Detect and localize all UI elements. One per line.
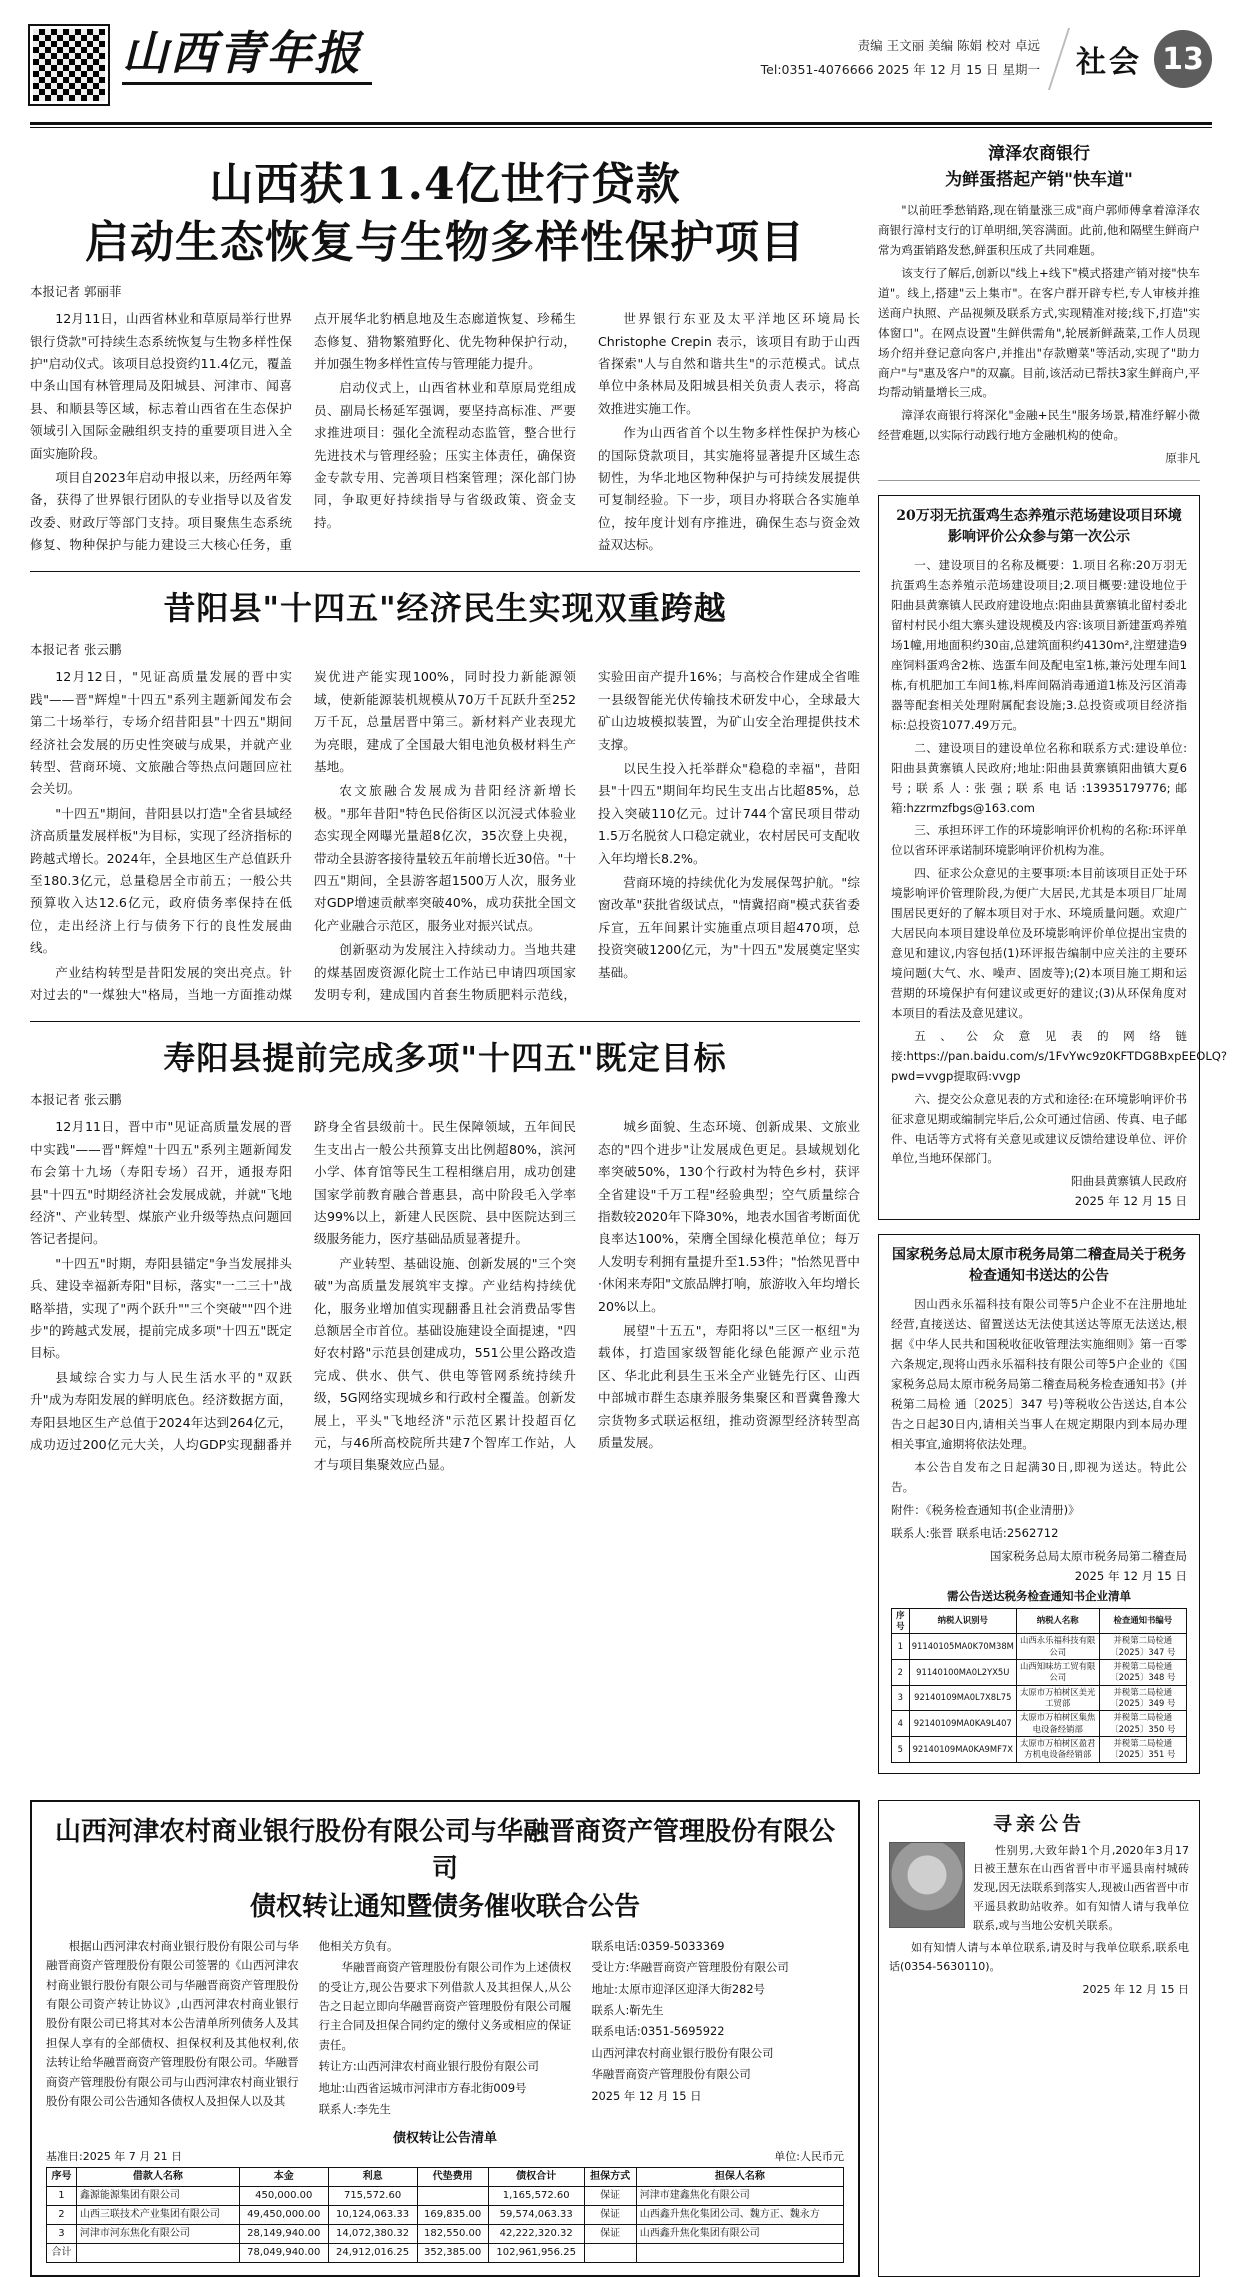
story2-body bbox=[30, 666, 860, 1006]
qr-code-icon[interactable] bbox=[30, 26, 108, 104]
cell: 太原市万柏树区美光工贸部 bbox=[1016, 1685, 1099, 1711]
bottom-ad-title-line1: 山西河津农村商业银行股份有限公司与华融晋商资产管理股份有限公司 bbox=[54, 1816, 835, 1885]
notice2-title: 国家税务总局太原市税务局第二稽查局关于税务检查通知书送达的公告 bbox=[892, 1247, 1186, 1285]
cell: 92140109MA0KA9L407 bbox=[909, 1711, 1016, 1737]
cell bbox=[636, 2244, 843, 2263]
newspaper-title: 山西青年报 bbox=[122, 26, 362, 80]
cell: 1,165,572.60 bbox=[488, 2187, 584, 2206]
notice2-date: 2025 年 12 月 15 日 bbox=[1074, 1568, 1187, 1583]
contact-phone: 联系电话:0359-5033369 bbox=[591, 1938, 725, 1953]
cell: 169,835.00 bbox=[417, 2206, 488, 2225]
paragraph: 12月12日，"见证高质量发展的晋中实践"——晋"辉煌"十四五"系列主题新闻发布会第二十场举行，专场介绍昔阳县"十四五"期间经济社会发展的历史性突破与成果，并就产业转型、营商环境、文旅融合等热点问题回应社会关切。 bbox=[30, 669, 292, 797]
cell: 2 bbox=[47, 2206, 77, 2225]
cell: 3 bbox=[892, 1685, 910, 1711]
paragraph: 营商环境的持续优化为发展保驾护航。"综窗改革"获批省级试点，"情冀招商"模式获省委斥宣，五年间累计实施重点项目超470项，总投资突破1200亿元，为"十四五"发展奠定坚实基础。 bbox=[598, 875, 860, 980]
ad1-title-line1: 漳泽农商银行 bbox=[988, 144, 1090, 164]
cell: 10,124,063.33 bbox=[328, 2206, 417, 2225]
cell: 92140109MA0KA9MF7X bbox=[909, 1737, 1016, 1763]
notice2-contact: 联系人:张晋 联系电话:2562712 bbox=[891, 1525, 1059, 1540]
cell: 78,049,940.00 bbox=[239, 2244, 328, 2263]
table-header-row bbox=[892, 1608, 1187, 1634]
col-taxid: 纳税人识别号 bbox=[909, 1608, 1016, 1634]
cell: 1 bbox=[892, 1634, 910, 1660]
cell: 鑫源能源集团有限公司 bbox=[76, 2187, 239, 2206]
notice-tax-bureau bbox=[878, 1234, 1200, 1773]
section-divider bbox=[30, 571, 860, 572]
table-row bbox=[47, 2187, 844, 2206]
paragraph: 二、建设项目的建设单位名称和联系方式:建设单位:阳曲县黄寨镇人民政府;地址:阳曲县黄寨镇阳曲镇大夏6号;联系人:张强;联系电话:13935179776;邮箱:hzzrmzfbgs@163.com bbox=[891, 740, 1187, 815]
masthead-meta bbox=[761, 22, 1058, 82]
cell: 河津市建鑫焦化有限公司 bbox=[636, 2187, 843, 2206]
ad-zhangze-bank bbox=[878, 142, 1200, 466]
table-row bbox=[892, 1634, 1187, 1660]
page-title bbox=[30, 156, 860, 272]
col-guarantee-type: 担保方式 bbox=[584, 2168, 636, 2187]
find-title: 寻亲公告 bbox=[992, 1812, 1085, 1835]
col-index: 序号 bbox=[47, 2168, 77, 2187]
cell: 太原市万柏树区集焦电设备经销部 bbox=[1016, 1711, 1099, 1737]
paragraph: 三、承担环评工作的环境影响评价机构的名称:环评单位以省环评承诺制环境影响评价机构为准。 bbox=[891, 823, 1187, 858]
notice1-signer: 阳曲县黄寨镇人民政府 bbox=[1071, 1174, 1187, 1189]
contact-person: 联系人:李先生 bbox=[318, 2101, 391, 2116]
find-contact: 如有知情人请与本单位联系,请及时与我单位联系,联系电话(0354-5630110)。 bbox=[889, 1941, 1189, 1973]
cell: 715,572.60 bbox=[328, 2187, 417, 2206]
col-name: 纳税人名称 bbox=[1016, 1608, 1099, 1634]
paragraph: 项目自2023年启动申报以来，历经两年筹备，获得了世界银行团队的专业指导以及省发改委、财政厅等部门支持。项目聚焦生态系统修复、物种保护与能力建设三大核心任务，重点开展华北豹栖息地及生态廊道恢复、珍稀生态修复、猎物繁殖野化、优先物种保护行动，并加强生物多样性宣传与管理能力提升。 bbox=[30, 311, 576, 553]
article-xiyang bbox=[30, 586, 860, 1007]
tax-company-table bbox=[891, 1608, 1187, 1763]
editors-line: 责编 王文丽 美编 陈娟 校对 卓远 bbox=[857, 38, 1040, 53]
section-block bbox=[1058, 22, 1212, 90]
cell: 保证 bbox=[584, 2206, 636, 2225]
ad1-title bbox=[878, 142, 1200, 193]
table-row bbox=[892, 1711, 1187, 1737]
cell: 并税第二局检通〔2025〕348 号 bbox=[1099, 1660, 1186, 1686]
ad-date: 2025 年 12 月 15 日 bbox=[591, 2088, 702, 2103]
bottom-section bbox=[30, 1800, 1212, 2277]
find-body bbox=[889, 1842, 1189, 1935]
notice2-body bbox=[891, 1295, 1187, 1543]
table-header-row bbox=[47, 2168, 844, 2187]
paragraph: 华融晋商资产管理股份有限公司作为上述债权的受让方,现公告要求下列借款人及其担保人,从公告之日起立即向华融晋商资产管理股份有限公司履行主合同及担保合同约定的缴付义务或相应的保证责任。 bbox=[318, 1960, 572, 2052]
table-row bbox=[47, 2206, 844, 2225]
article-shouyang bbox=[30, 1036, 860, 1477]
paragraph: 因山西永乐福科技有限公司等5户企业不在注册地址经营,直接送达、留置送达无法使其送达等原无法送达,根据《中华人民共和国税收征收管理法实施细则》第一百零六条规定,现将山西永乐福科技有限公司等5户企业的《国家税务总局太原市税务局第二稽查局税务检查通知书》(并税第二局检 通〔2025〕347 号)等税收公告送达,自本公告之日起30日内,请相关当事人在规定期限内到本局办理相关事宜,逾期将依法处理。 bbox=[891, 1297, 1187, 1451]
table-row bbox=[892, 1737, 1187, 1763]
notice2-appendix: 附件：《税务检查通知书(企业清册)》 bbox=[891, 1502, 1080, 1517]
cell: 1 bbox=[47, 2187, 77, 2206]
logo-rule bbox=[122, 82, 372, 85]
page-number-badge: 13 bbox=[1154, 30, 1212, 88]
ad-debt-transfer bbox=[30, 1800, 860, 2277]
cell: 59,574,063.33 bbox=[488, 2206, 584, 2225]
cell: 5 bbox=[892, 1737, 910, 1763]
notice-find-relatives bbox=[878, 1800, 1200, 2277]
base-date: 基准日:2025 年 7 月 21 日 bbox=[46, 2150, 183, 2164]
table-row bbox=[892, 1685, 1187, 1711]
table-row bbox=[47, 2225, 844, 2244]
child-photo bbox=[889, 1842, 965, 1928]
paragraph: 漳泽农商银行将深化"金融+民生"服务场景,精准纾解小微经营难题,以实际行动践行地方金融机构的使命。 bbox=[878, 408, 1200, 443]
cell: 42,222,320.32 bbox=[488, 2225, 584, 2244]
notice-environmental-assessment bbox=[878, 495, 1228, 1220]
list-meta bbox=[46, 2148, 844, 2164]
paragraph: 以民生投入托举群众"稳稳的幸福"，昔阳县"十四五"期间年均民生支出占比超85%，总投入突破110亿元。过计744个富民项目带动1.5万名脱贫人口稳定就业，农村居民可支配收入年均增长8.2%。 bbox=[598, 761, 860, 866]
col-borrower: 借款人名称 bbox=[76, 2168, 239, 2187]
cell: 2 bbox=[892, 1660, 910, 1686]
ad1-sign: 原非凡 bbox=[1165, 451, 1200, 466]
cell: 91140100MA0L2YX5U bbox=[909, 1660, 1016, 1686]
notice2-unit: 国家税务总局太原市税务局第二稽查局 bbox=[989, 1548, 1187, 1563]
cell: 450,000.00 bbox=[239, 2187, 328, 2206]
cell bbox=[76, 2244, 239, 2263]
section-divider bbox=[30, 1021, 860, 1022]
story2-byline: 本报记者 张云鹏 bbox=[30, 642, 122, 658]
section-name: 社会 bbox=[1076, 45, 1142, 80]
story3-body bbox=[30, 1116, 860, 1477]
transferee-address: 地址:太原市迎泽区迎泽大街282号 bbox=[591, 1981, 765, 1996]
right-column bbox=[878, 142, 1228, 1788]
cell: 182,550.00 bbox=[417, 2225, 488, 2244]
currency-unit: 单位:人民币元 bbox=[774, 2150, 844, 2164]
paragraph: 该支行了解后,创新以"线上+线下"模式搭建产销对接"快车道"。线上,搭建"云上集市"。在客户群开辟专栏,专人审核并推送商户执照、产品视频及联系方式,实现精准对接;线下,打造"实体窗口"。在网点设置"生鲜供需角",轮展新鲜蔬菜,工作人员现场介绍并登记意向客户,并推出"存款赠菜"等活动,实现了"助力商户"与"惠及客户"的双赢。目前,该活动已帮扶3家生鲜商户,平均帮动销量增长三成。 bbox=[878, 265, 1200, 400]
cell: 河津市河东焦化有限公司 bbox=[76, 2225, 239, 2244]
cell: 102,961,956.25 bbox=[488, 2244, 584, 2263]
transferee: 受让方:华融晋商资产管理股份有限公司 bbox=[591, 1960, 789, 1975]
contact-line: Tel:0351-4076666 2025 年 12 月 15 日 星期一 bbox=[760, 61, 1040, 77]
cell: 山西知味坊工贸有限公司 bbox=[1016, 1660, 1099, 1686]
paragraph: 四、征求公众意见的主要事项:本目前该项目正处于环境影响评价管理阶段,为便广大居民,尤其是本项目厂址周围居民更好的了解本项目对于水、环境质量问题。欢迎广大居民向本项目建设单位及环境影响评价单位提出宝贵的意见和建议,内容包括(1)环评报告编制中应关注的主要环境问题(大气、水、噪声、固废等);(2)本项目施工期和运营期的环境保护有何建议或更好的建议;(3)从环保角度对本项目的看法及意见建议。 bbox=[891, 866, 1187, 1020]
cell: 14,072,380.32 bbox=[328, 2225, 417, 2244]
transferee-phone: 联系电话:0351-5695922 bbox=[591, 2024, 725, 2039]
cell: 山西永乐福科技有限公司 bbox=[1016, 1634, 1099, 1660]
cell: 49,450,000.00 bbox=[239, 2206, 328, 2225]
cell: 并税第二局检通〔2025〕347 号 bbox=[1099, 1634, 1186, 1660]
masthead bbox=[30, 22, 1212, 118]
cell: 并税第二局检通〔2025〕351 号 bbox=[1099, 1737, 1186, 1763]
ad1-title-line2: 为鲜蛋搭起产销"快车道" bbox=[945, 169, 1133, 190]
right-divider bbox=[878, 480, 1200, 481]
lead-title-line1: 山西获11.4亿世行贷款 bbox=[209, 159, 681, 210]
paragraph: "十四五"期间，昔阳县以打造"全省县域经济高质量发展样板"为目标，实现了经济指标的跨越式增长。2024年，全县地区生产总值跃升至180.3亿元，总量稳居全市前五；一般公共预算收入达12.6亿元，政府债务率保持在低位，走出经济上行与债务下行的良性发展曲线。 bbox=[30, 805, 292, 956]
cell: 4 bbox=[892, 1711, 910, 1737]
find-text: 性别男,大致年龄1个月,2020年3月17日被王慧东在山西省晋中市平遥县南村城砖发现,因无法联系到落实人,现被山西省晋中市平遥县救助站收养。如有知情人请与我单位联系,或与当地公安机关联系。 bbox=[973, 1843, 1189, 1932]
cell: 3 bbox=[47, 2225, 77, 2244]
list-title: 债权转让公告清单 bbox=[392, 2131, 497, 2147]
cell: 太原市万柏树区盈君方机电设备经销部 bbox=[1016, 1737, 1099, 1763]
paragraph: 城乡面貌、生态环境、创新成果、文旅业态的"四个进步"让发展成色更足。县域规划化率突破50%，130个行政村为特色乡村，获评全省建设"千万工程"经验典型；空气质量综合指数较2020年下降30%，地表水国省考断面优良率达100%，荣膺全国绿化模范单位；每万人发明专利拥有量提升至1.53件；"怡然见晋中·休闲来寿阳"文旅品牌打响，旅游收入年均增长20%以上。 bbox=[598, 1119, 860, 1314]
lead-byline: 本报记者 郭丽菲 bbox=[30, 284, 122, 300]
cell: 并税第二局检通〔2025〕350 号 bbox=[1099, 1711, 1186, 1737]
cell: 山西三联技术产业集团有限公司 bbox=[76, 2206, 239, 2225]
debt-table bbox=[46, 2167, 844, 2263]
transferor: 转让方:山西河津农村商业银行股份有限公司 bbox=[318, 2059, 539, 2074]
paragraph: 六、提交公众意见表的方式和途径:在环境影响评价书征求意见期或编制完毕后,公众可通过信函、传真、电子邮件、电话等方式将有关意见或建议反馈给建设单位、评价单位,当地环保部门。 bbox=[891, 1091, 1187, 1166]
transferee-contact: 联系人:靳先生 bbox=[591, 2002, 664, 2017]
paragraph: 创新驱动为发展注入持续动力。当地共建的煤基固废资源化院士工作站已申请四项国家发明专利，建成国内首套生物质肥料示范线，实验田亩产提升16%；与高校合作建成全省唯一县级智能光伏传输技术研发中心，全球最大矿山边坡模拟装置，为矿山安全治理提供技术支撑。 bbox=[314, 669, 860, 1003]
table-row-total bbox=[47, 2244, 844, 2263]
col-doc: 检查通知书编号 bbox=[1099, 1608, 1186, 1634]
bottom-ad-title bbox=[46, 1814, 844, 1927]
masthead-rule-thin bbox=[30, 127, 1212, 128]
paragraph: 作为山西省首个以生物多样性保护为核心的国际贷款项目，其实施将显著提升区域生态韧性，为华北地区物种保护与可持续发展提供可复制经验。下一步，项目办将联合各实施单位，按年度计划有序推进，确保生态与资金效益双达标。 bbox=[598, 425, 860, 553]
notice1-body bbox=[891, 556, 1228, 1169]
paragraph: 启动仪式上，山西省林业和草原局党组成员、副局长杨延军强调，要坚持高标准、严要求推进项目：强化全流程动态监管，整合世行先进技术与管理经验；压实主体责任，确保资金专款专用、完善项目档案管理；深化部门协同，争取更好持续指导与省级政策、资金支持。 bbox=[314, 380, 576, 530]
masthead-right bbox=[761, 22, 1212, 90]
lead-title-line2: 启动生态恢复与生物多样性保护项目 bbox=[85, 217, 805, 269]
paragraph: 根据山西河津农村商业银行股份有限公司与华融晋商资产管理股份有限公司签署的《山西河津农村商业银行股份有限公司与华融晋商资产管理股份有限公司资产转让协议》,山西河津农村商业银行股份有限公司已将其对本公告清单所列债务人及其担保人享有的全部债权、担保权利及其他权利,依法转让给华融晋商资产管理股份有限公司。华融晋商资产管理股份有限公司与山西河津农村商业银行股份有限公司公告通知各债权人及担保人以及其 bbox=[46, 1938, 299, 2108]
paragraph: 产业转型、基础设施、创新发展的"三个突破"为高质量发展筑牢支撑。产业结构持续优化，服务业增加值实现翻番且社会消费品零售总额居全市首位。基础设施建设全面提速，"四好农村路"示范县创建成功，551公里公路改造完成、供水、供气、供电等管网系统持续升级，5G网络实现城乡和行政村全覆盖。创新发展上，平头"飞地经济"示范区累计投超百亿元，与46所高校院所共建7个智库工作站，人才与项目集聚效应凸显。 bbox=[314, 1255, 576, 1473]
paragraph: 农文旅融合发展成为昔阳经济新增长极。"那年昔阳"特色民俗街区以沉浸式体验业态实现全网曝光量超8亿次，35次登上央视，带动全县游客接待量较五年前增长近30倍。"十四五"期间，全县游客超1500万人次，服务业对GDP增速贡献率突破40%，成功获批全国文化产业融合示范区，服务业对振兴试点。 bbox=[314, 783, 576, 933]
cell: 92140109MA0L7X8L75 bbox=[909, 1685, 1016, 1711]
notice1-date: 2025 年 12 月 15 日 bbox=[1074, 1194, 1187, 1209]
notice2-table-title: 需公告送达税务检查通知书企业清单 bbox=[947, 1588, 1131, 1603]
cell bbox=[584, 2244, 636, 2263]
story3-title: 寿阳县提前完成多项"十四五"既定目标 bbox=[163, 1038, 727, 1077]
signer-2: 华融晋商资产管理股份有限公司 bbox=[591, 2067, 751, 2082]
bottom-ad-body bbox=[46, 1937, 844, 2120]
col-fees: 代垫费用 bbox=[417, 2168, 488, 2187]
paragraph: 一、建设项目的名称及概要：1.项目名称:20万羽无抗蛋鸡生态养殖示范场建设项目;2.项目概要:建设地位于阳曲县黄寨镇人民政府建设地点:阳曲县黄寨镇北留村委北留村村民小组大寨头建设规模及内容:该项目新建蛋鸡养殖场1幢,用地面积约30亩,总建筑面积约4130m²,注塑建造9座饲料蛋鸡舍2栋、选蛋车间及配电室1栋,兼污处理车间1栋,有机肥加工车间1栋,料库间隔消毒通道1栋及污区消毒器等配套相关处理附属配套设施;3.总投资或项目经济指标:总投资1077.49万元。 bbox=[891, 558, 1187, 732]
bottom-ad-title-line2: 债权转让通知暨债务催收联合公告 bbox=[249, 1892, 640, 1923]
cell: 山西鑫升焦化集团有限公司 bbox=[636, 2225, 843, 2244]
col-index: 序号 bbox=[892, 1608, 910, 1634]
notice1-title: 20万羽无抗蛋鸡生态养殖示范场建设项目环境影响评价公众参与第一次公示 bbox=[896, 508, 1182, 546]
story2-title: 昔阳县"十四五"经济民生实现双重跨越 bbox=[163, 588, 727, 627]
signer-1: 山西河津农村商业银行股份有限公司 bbox=[591, 2045, 774, 2060]
paragraph: 展望"十五五"，寿阳将以"三区一枢纽"为载体，打造国家级智能化绿色能源产业示范区、华北此利县生玉米全产业链先行区、山西中部城市群生态康养服务集聚区和晋冀鲁豫大宗货物多式联运枢纽，推动资源型经济转型高质量发展。 bbox=[598, 1322, 860, 1450]
paragraph: "十四五"时期，寿阳县锚定"争当发展排头兵、建设幸福新寿阳"目标，落实"一二三十"战略举措，实现了"两个跃升""三个突破""四个进步"的跨越式发展，提前完成多项"十四五"既定目标。 bbox=[30, 1255, 292, 1361]
paragraph: 世界银行东亚及太平洋地区环境局长 Christophe Crepin 表示，该项目有助于山西省探索"人与自然和谐共生"的示范模式。试点单位中条林局及阳城县相关负责人表示，将高效推进实施工作。 bbox=[598, 311, 860, 416]
lead-body bbox=[30, 308, 860, 556]
paragraph: 产业结构转型是昔阳发展的突出亮点。针对过去的"一煤独大"格局，当地一方面推动煤炭优进产能实现100%，同时投力新能源领域，使新能源装机规模从70万千瓦跃升至252万千瓦，总量居晋中第三。新材料产业表现尤为亮眼，建成了全国最大钼电池负极材料生产基地。 bbox=[30, 669, 576, 1003]
table-row bbox=[892, 1660, 1187, 1686]
newspaper-logo bbox=[122, 26, 372, 85]
ad1-body bbox=[878, 201, 1200, 446]
article-lead bbox=[30, 156, 860, 557]
paragraph: 12月11日，晋中市"见证高质量发展的晋中实践"——晋"辉煌"十四五"系列主题新闻发布会第十九场（寿阳专场）召开，通报寿阳县"十四五"时期经济社会发展成就，并就"飞地经济"、产业转型、煤旅产业升级等热点问题回答记者提问。 bbox=[30, 1119, 292, 1247]
cell: 并税第二局检通〔2025〕349 号 bbox=[1099, 1685, 1186, 1711]
cell: 352,385.00 bbox=[417, 2244, 488, 2263]
page-body bbox=[30, 142, 1228, 1788]
col-interest: 利息 bbox=[328, 2168, 417, 2187]
cell: 28,149,940.00 bbox=[239, 2225, 328, 2244]
story3-byline: 本报记者 张云鹏 bbox=[30, 1092, 122, 1108]
cell: 合计 bbox=[47, 2244, 77, 2263]
paragraph: 县域综合实力与人民生活水平的"双跃升"成为寿阳发展的鲜明底色。经济数据方面，寿阳县地区生产总值于2024年达到264亿元，成功迈过200亿元大关，人均GDP实现翻番并跻身全省县级前十。民生保障领域，五年间民生支出占一般公共预算支出比例超80%，滨河小学、体育馆等民生工程相继启用，成功创建国家学前教育融合普惠县，高中阶段毛入学率达99%以上，新建人民医院、县中医院达到三级服务能力，医疗基础品质显著提升。 bbox=[30, 1119, 576, 1452]
paragraph: 五、公众意见表的网络链接:https://pan.baidu.com/s/1FvYwc9z0KFTDG8BxpEEOLQ?pwd=vvgp提取码:vvgp bbox=[891, 1028, 1228, 1083]
left-column bbox=[30, 142, 860, 1788]
col-guarantor: 担保人名称 bbox=[636, 2168, 843, 2187]
paragraph: "以前旺季愁销路,现在销量涨三成"商户郭师傅拿着漳泽农商银行漳村支行的订单明细,笑容满面。此前,他和隔壁生鲜商户常为鸡蛋销路发愁,鲜蛋积压成了共同难题。 bbox=[878, 203, 1200, 257]
cell: 24,912,016.25 bbox=[328, 2244, 417, 2263]
cell bbox=[417, 2187, 488, 2206]
paragraph: 12月11日，山西省林业和草原局举行世界银行贷款"可持续生态系统恢复与生物多样性保护"启动仪式。该项目总投资约11.4亿元，覆盖中条山国有林管理局及阳城县、河津市、闻喜县、和顺县等区域，标志着山西省在生态保护领域引入国际金融组织支持的重要项目进入全面实施阶段。 bbox=[30, 311, 292, 461]
cell: 91140105MA0K70M38M bbox=[909, 1634, 1016, 1660]
col-principal: 本金 bbox=[239, 2168, 328, 2187]
cell: 保证 bbox=[584, 2187, 636, 2206]
cell: 保证 bbox=[584, 2225, 636, 2244]
paragraph: 本公告自发布之日起满30日,即视为送达。特此公告。 bbox=[891, 1459, 1187, 1494]
paragraph: 他相关方负有。 bbox=[318, 1938, 399, 1953]
col-total: 债权合计 bbox=[488, 2168, 584, 2187]
masthead-rule bbox=[30, 122, 1212, 125]
transferor-address: 地址:山西省运城市河津市方春北街009号 bbox=[318, 2080, 527, 2095]
cell: 山西鑫升焦化集团公司、魏方正、魏永方 bbox=[636, 2206, 843, 2225]
find-date: 2025 年 12 月 15 日 bbox=[1082, 1982, 1189, 1996]
